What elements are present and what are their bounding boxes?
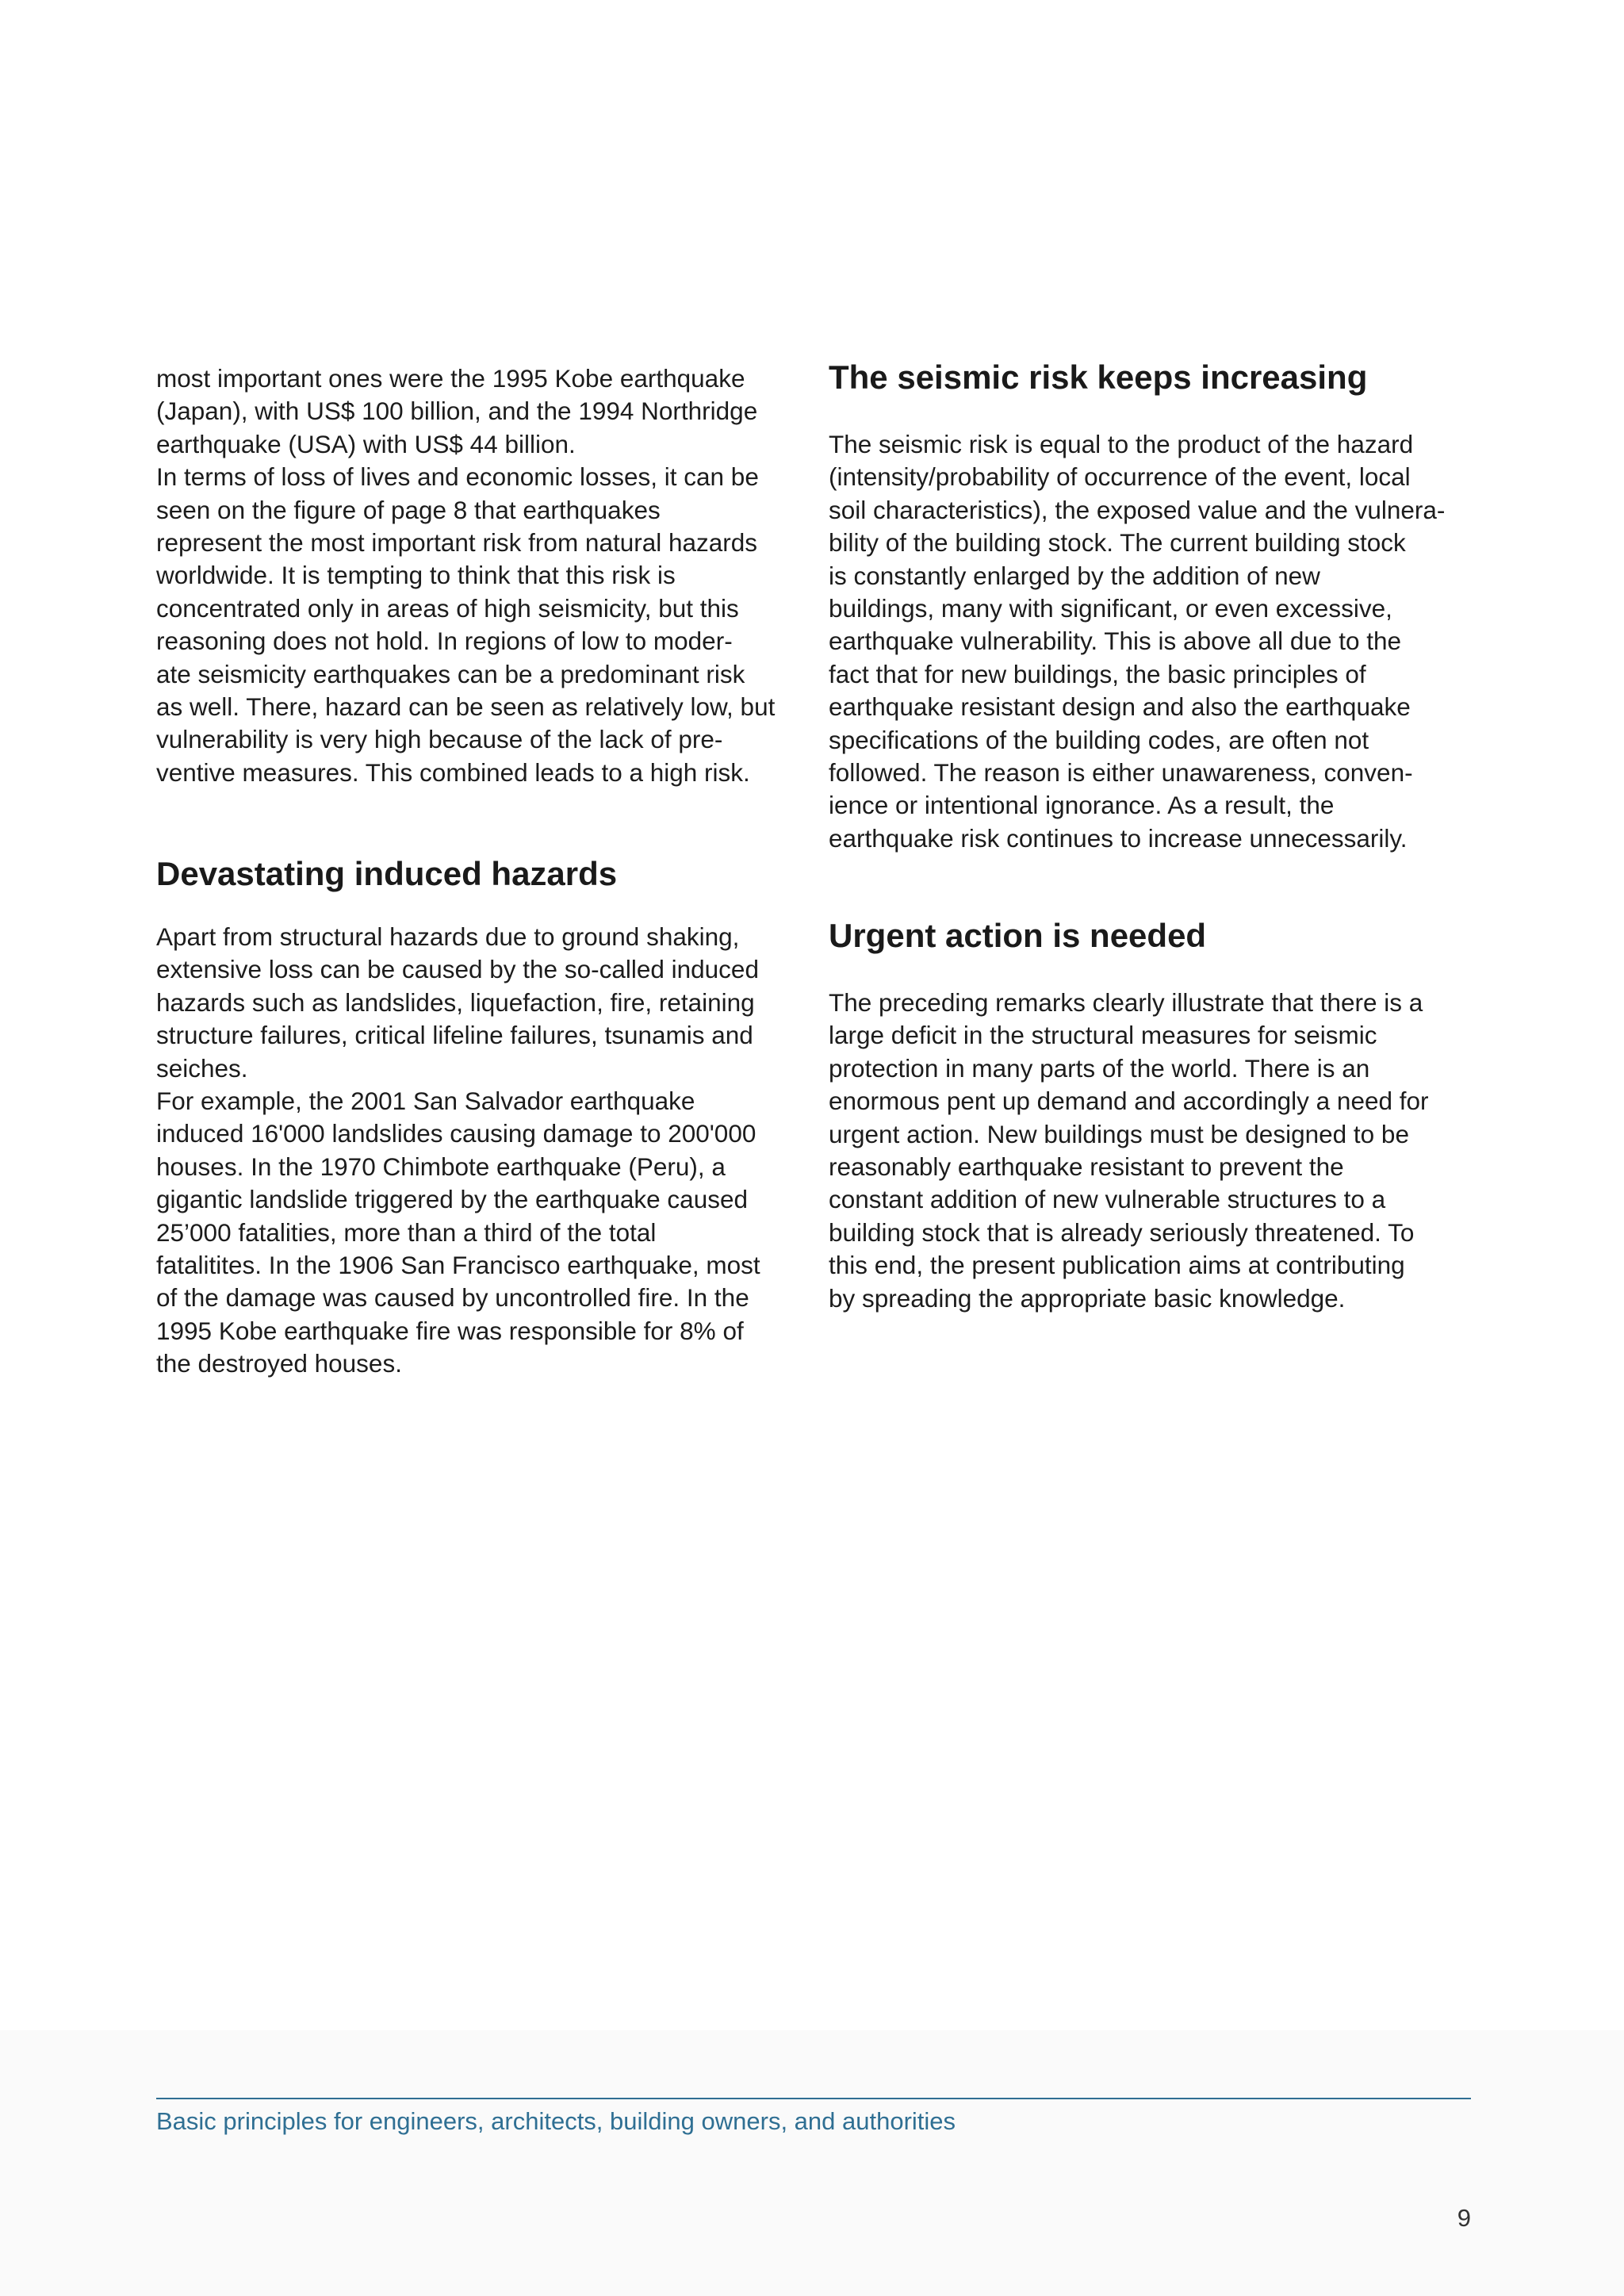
footer-divider — [156, 2098, 1471, 2099]
heading-seismic-risk-increasing: The seismic risk keeps increasing — [829, 358, 1368, 396]
intro-paragraph: most important ones were the 1995 Kobe earthquake (Japan), with US$ 100 billion, and the 1994 Northridge earthquake (USA) with US$ 44 billion. In terms of loss of lives and economic losses, it can be seen on the figure of page 8 that earthquakes represent the most important risk from natural hazards worldwide. It is tempting to think that this risk is concentrated only in areas of high seismicity, but this reasoning does not hold. In regions of low to moder- ate seismicity earthquakes can be a predominant risk as well. There, hazard can be seen as relatively low, but vulnerability is very high because of the lack of pre- ventive measures. This combined leads to a high risk. — [156, 364, 776, 787]
heading-devastating-induced-hazards: Devastating induced hazards — [156, 855, 618, 892]
heading-urgent-action: Urgent action is needed — [829, 917, 1207, 954]
seismic-risk-paragraph: The seismic risk is equal to the product of the hazard (intensity/probability of occurrence of the event, local soil characteristics), the exposed value and the vulnera- bility of the building stock. The current building stock is constantly enlarged by the addition of new buildings, many with significant, or even excessive, earthquake vulnerability. This is above all due to the fact that for new buildings, the basic principles of earthquake resistant design and also the earthquake specifications of the building codes, are often not followed. The reason is either unawareness, conven- ience or intentional ignorance. As a result, the earthquake risk continues to increase unnecessarily. — [829, 430, 1446, 853]
footer-publication-title: Basic principles for engineers, architects, building owners, and authorities — [156, 2107, 956, 2135]
page-number: 9 — [1457, 2204, 1471, 2232]
induced-hazards-paragraph: Apart from structural hazards due to ground shaking, extensive loss can be caused by the so-called induced hazards such as landslides, liquefaction, fire, retaining structure failures, critical lifeline failures, tsunamis and seiches. For example, the 2001 San Salvador earthquake induced 16'000 landslides causing damage to 200'000 houses. In the 1970 Chimbote earthquake (Peru), a gigantic landslide triggered by the earthquake caused 25’000 fatalities, more than a third of the total fatalitites. In the 1906 San Francisco earthquake, most of the damage was caused by uncontrolled fire. In the 1995 Kobe earthquake fire was responsible for 8% of the destroyed houses. — [156, 922, 760, 1378]
page-bottom-shade — [0, 2030, 1624, 2296]
urgent-action-paragraph: The preceding remarks clearly illustrate that there is a large deficit in the structural measures for seismic protection in many parts of the world. There is an enormous pent up demand and accordingly a need for urgent action. New buildings must be designed to be reasonably earthquake resistant to prevent the constant addition of new vulnerable structures to a building stock that is already seriously threatened. To this end, the present publication aims at contributing by spreading the appropriate basic knowledge. — [829, 988, 1429, 1313]
